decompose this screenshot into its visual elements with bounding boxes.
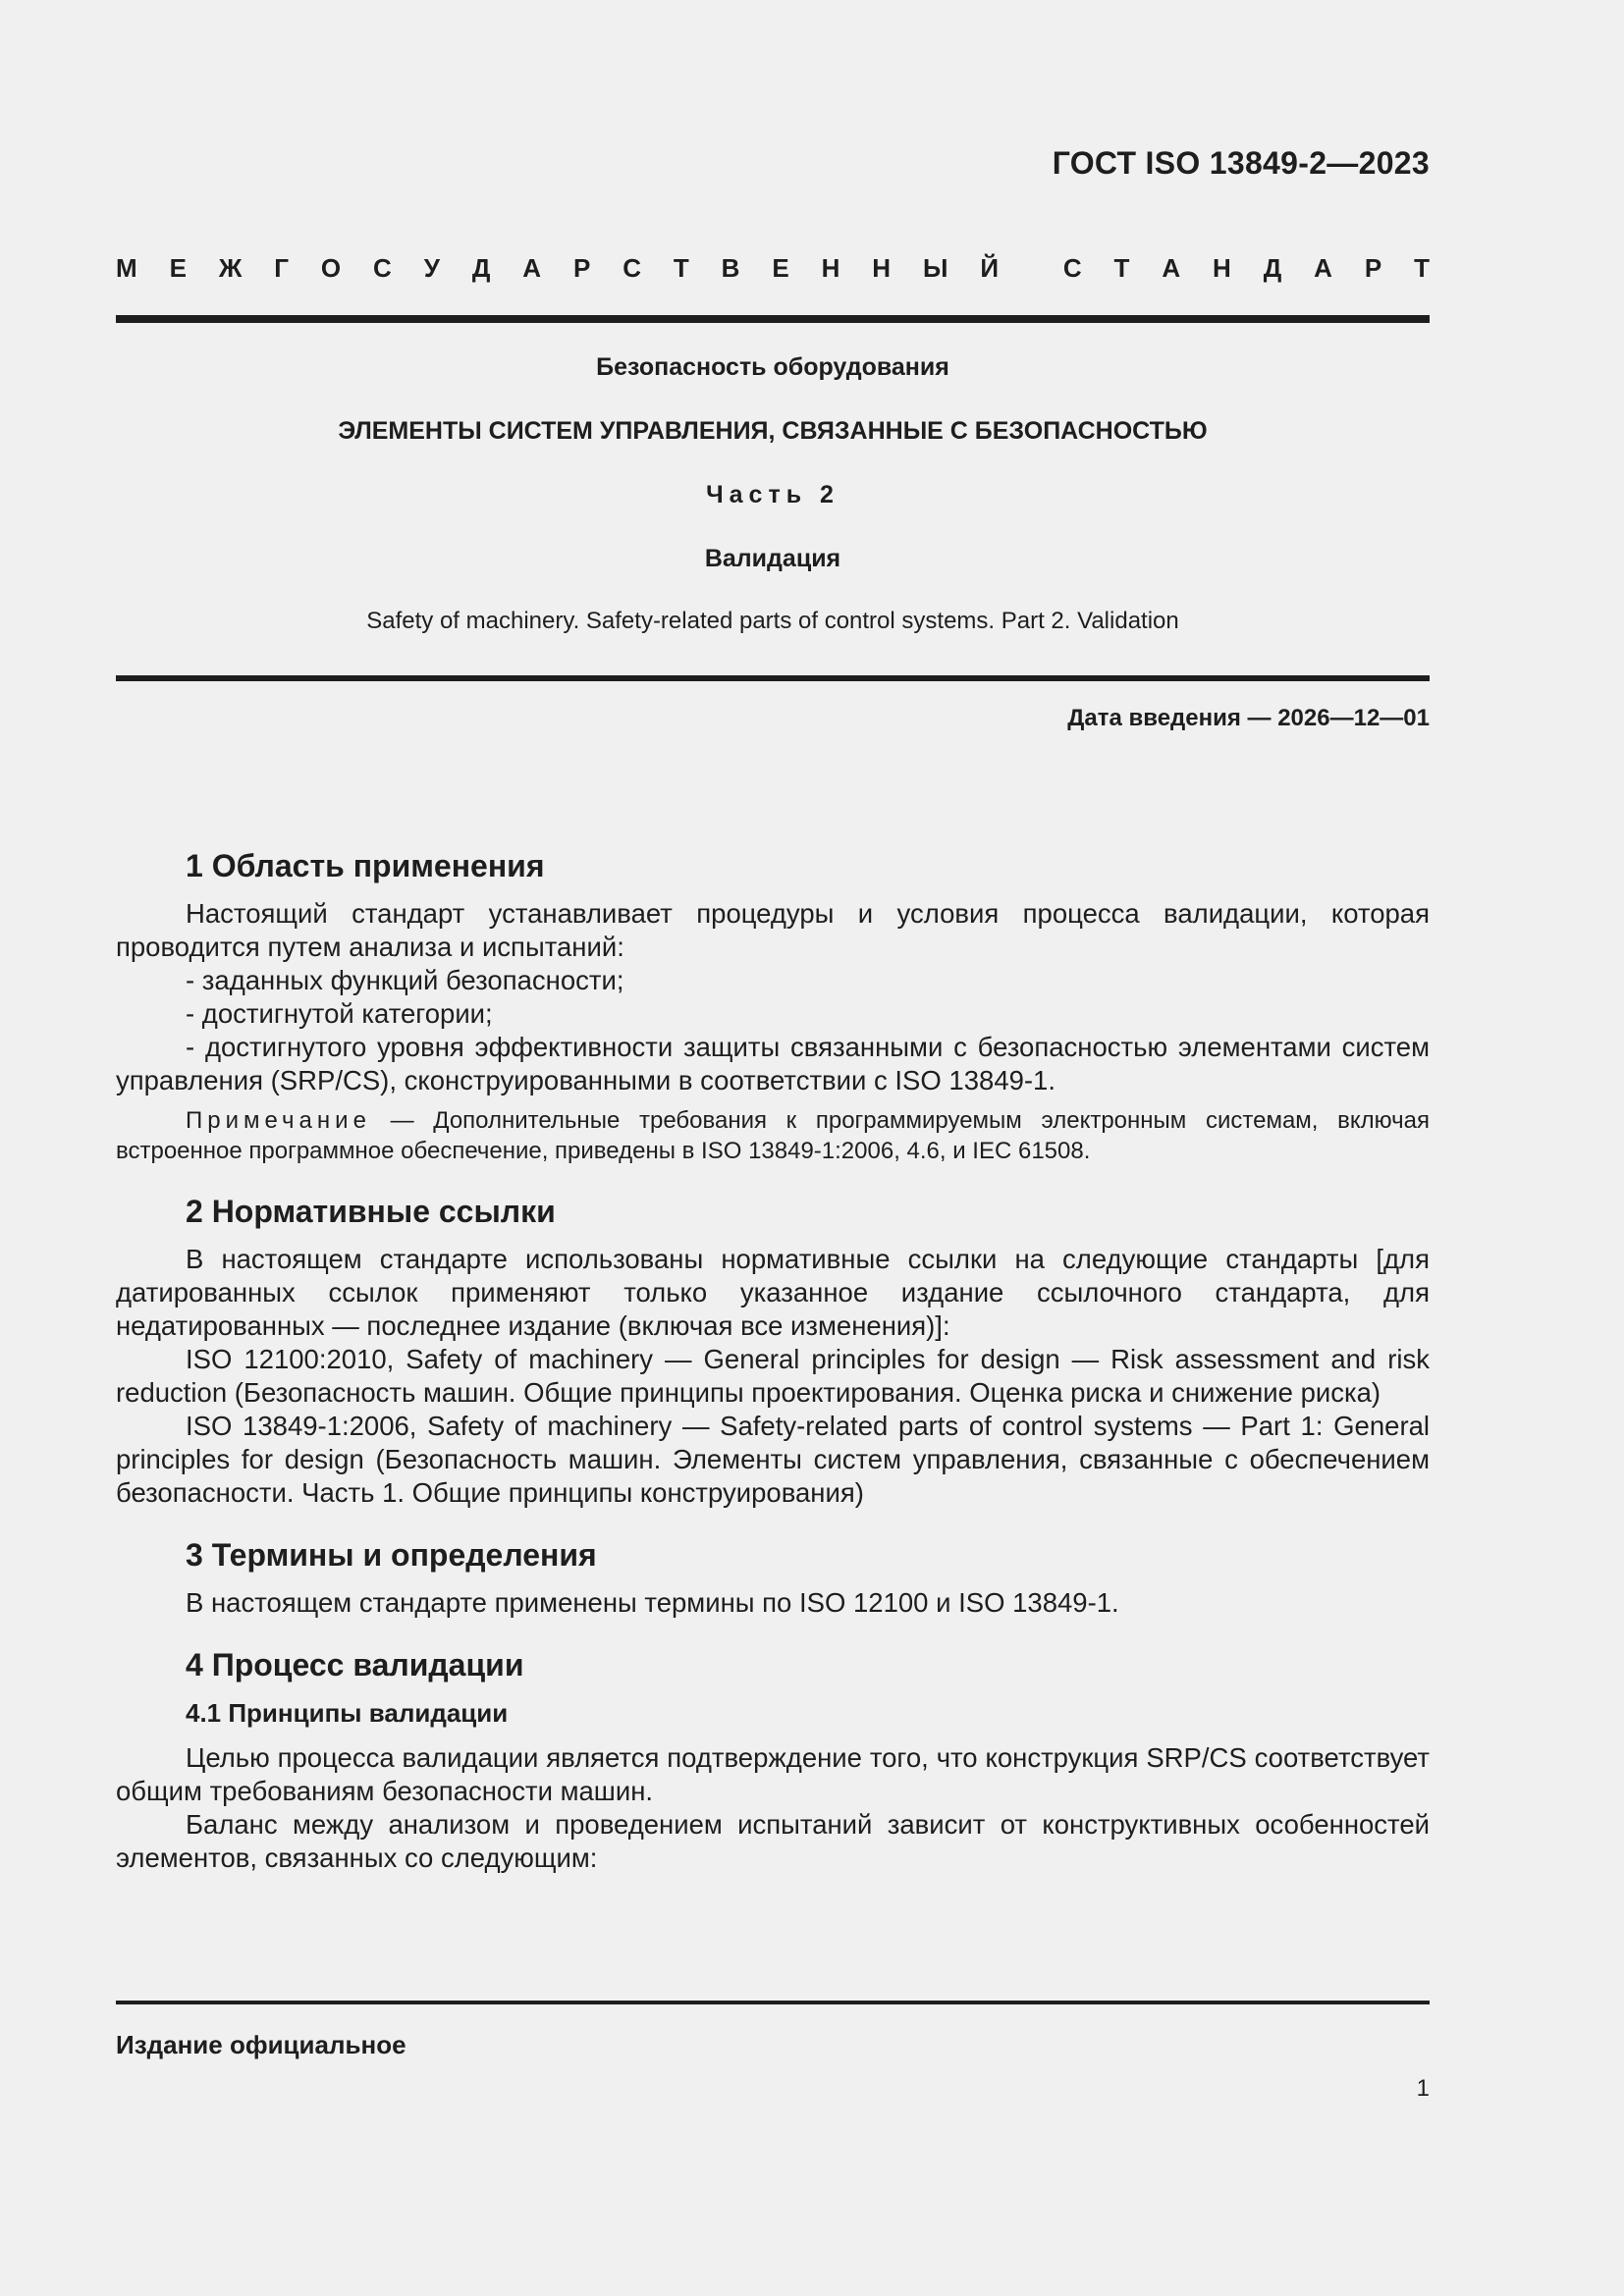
section-2-paragraph: В настоящем стандарте использованы нормативные ссылки на следующие стандарты [для датированных ссылок применяют только указанное издание ссылочного стандарта, для недатированных — последнее издание (включая все изменения)]: <box>116 1244 1430 1341</box>
note-label: Примечание <box>186 1107 371 1134</box>
list-item: - достигнутого уровня эффективности защиты связанными с безопасностью элементами систем управления (SRP/CS), сконструированными в соответствии с ISO 13849-1. <box>116 1032 1430 1095</box>
interstate-letter: Н <box>872 253 892 283</box>
section-4-heading: 4 Процесс валидации <box>186 1647 524 1682</box>
title-part: Часть 2 <box>706 481 839 508</box>
interstate-letter: А <box>1162 253 1181 283</box>
title-subject: Безопасность оборудования <box>596 353 949 381</box>
list-item: - достигнутой категории; <box>186 998 493 1029</box>
document-code: ГОСТ ISO 13849-2—2023 <box>1052 145 1430 181</box>
interstate-letter: У <box>423 253 440 283</box>
interstate-letter: А <box>522 253 542 283</box>
section-4-paragraph: Баланс между анализом и проведением испытаний зависит от конструктивных особенностей элементов, связанных со следующим: <box>116 1809 1430 1873</box>
interstate-letter: Т <box>1113 253 1130 283</box>
section-3-heading: 3 Термины и определения <box>186 1537 597 1573</box>
section-2-heading: 2 Нормативные ссылки <box>186 1194 556 1229</box>
header-rule <box>116 315 1430 323</box>
interstate-letter: Ы <box>922 253 948 283</box>
interstate-letter: А <box>1314 253 1332 283</box>
interstate-letter: Н <box>1213 253 1231 283</box>
title-part-name: Валидация <box>704 545 841 572</box>
interstate-letter: Ж <box>218 253 243 283</box>
interstate-letter: Д <box>1263 253 1282 283</box>
interstate-letter: В <box>721 253 740 283</box>
introduction-date: Дата введения — 2026—12—01 <box>1067 705 1430 731</box>
interstate-letter: Й <box>980 253 1000 283</box>
interstate-letter: Р <box>1364 253 1382 283</box>
title-english: Safety of machinery. Safety-related parts of control systems. Part 2. Validation <box>366 608 1179 634</box>
page-number: 1 <box>1416 2075 1430 2102</box>
interstate-letter: О <box>320 253 342 283</box>
footer-rule <box>116 2001 1430 2004</box>
interstate-letter: Р <box>572 253 591 283</box>
section-1-paragraph: Настоящий стандарт устанавливает процедуры и условия процесса валидации, которая проводится путем анализа и испытаний: <box>116 898 1430 962</box>
interstate-letter: Т <box>1414 253 1430 283</box>
interstate-letter: Т <box>673 253 689 283</box>
note-text: — Дополнительные требования к программируемым электронным системам, включая встроенное программное обеспечение, приведены в ISO 13849-1:2006, 4.6, и IEC 61508. <box>116 1107 1430 1164</box>
interstate-letter: С <box>1062 253 1082 283</box>
document-body <box>116 846 1430 1875</box>
section-4-paragraph: Целью процесса валидации является подтверждение того, что конструкция SRP/CS соответствует общим требованиям безопасности машин. <box>116 1742 1430 1806</box>
interstate-letter: Г <box>274 253 289 283</box>
section-4-1-heading: 4.1 Принципы валидации <box>186 1698 509 1728</box>
interstate-letter: М <box>116 253 137 283</box>
normative-reference: ISO 12100:2010, Safety of machinery — General principles for design — Risk assessment and risk reduction (Безопасность машин. Общие принципы проектирования. Оценка риска и снижение риска) <box>116 1344 1430 1408</box>
title-main: ЭЛЕМЕНТЫ СИСТЕМ УПРАВЛЕНИЯ, СВЯЗАННЫЕ С БЕЗОПАСНОСТЬЮ <box>338 417 1208 445</box>
list-item: - заданных функций безопасности; <box>186 965 624 995</box>
interstate-standard-label <box>116 253 1430 284</box>
title-rule <box>116 675 1430 681</box>
normative-reference: ISO 13849-1:2006, Safety of machinery — Safety-related parts of control systems — Part 1: General principles for design (Безопасность машин. Элементы систем управления, связанные с обеспечением безопасности. Часть 1. Общие принципы конструирования) <box>116 1411 1430 1508</box>
official-edition-label: Издание официальное <box>116 2030 406 2059</box>
interstate-letter: Д <box>471 253 491 283</box>
section-1-note <box>116 1105 1430 1166</box>
interstate-letter: С <box>623 253 641 283</box>
section-3-paragraph: В настоящем стандарте применены термины по ISO 12100 и ISO 13849-1. <box>186 1587 1119 1618</box>
interstate-letter: Н <box>821 253 840 283</box>
interstate-letter: С <box>373 253 392 283</box>
interstate-letter: Е <box>169 253 187 283</box>
section-1-heading: 1 Область применения <box>186 848 545 883</box>
interstate-letter: Е <box>772 253 789 283</box>
